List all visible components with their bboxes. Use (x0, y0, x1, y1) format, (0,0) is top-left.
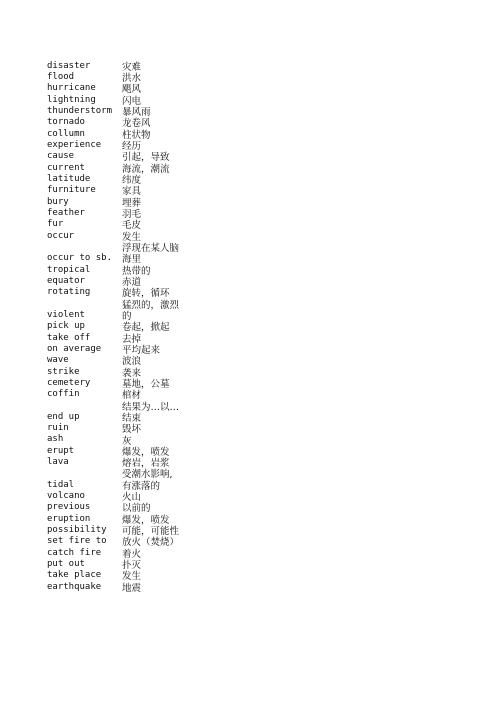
english-word: latitude (47, 173, 91, 184)
english-word: previous (47, 502, 91, 513)
chinese-meaning: 海里 (122, 254, 142, 266)
vocab-row (47, 71, 247, 82)
chinese-meaning: 柱状物 (122, 129, 151, 141)
chinese-meaning: 旋转，循环 (122, 288, 170, 300)
english-word: on average (47, 343, 102, 354)
english-word: bury (47, 196, 69, 207)
chinese-meaning: 地震 (122, 582, 142, 594)
chinese-meaning: 的 (122, 310, 132, 322)
chinese-meaning: 纬度 (122, 174, 142, 186)
english-word: cause (47, 151, 75, 162)
chinese-meaning: 引起，导致 (122, 152, 170, 164)
english-word: coffin (47, 389, 80, 400)
vocab-row (47, 343, 247, 354)
chinese-meaning: 猛烈的，激烈 (122, 299, 180, 311)
chinese-meaning: 以前的 (122, 503, 151, 515)
english-word: eruption (47, 513, 91, 524)
chinese-meaning: 闪电 (122, 95, 142, 107)
english-word: erupt (47, 445, 75, 456)
chinese-meaning: 发生 (122, 231, 142, 243)
english-word: equator (47, 275, 85, 286)
chinese-meaning: 结束 (122, 412, 142, 424)
english-word: collumn (47, 128, 85, 139)
vocab-row (47, 60, 247, 71)
chinese-meaning: 可能，可能性 (122, 526, 180, 538)
english-word: put out (47, 559, 85, 570)
vocab-row (47, 411, 247, 422)
chinese-meaning: 龙卷风 (122, 118, 151, 130)
vocab-row (47, 207, 247, 218)
english-word: hurricane (47, 83, 96, 94)
chinese-meaning: 发生 (122, 571, 142, 583)
chinese-meaning: 暴风雨 (122, 106, 151, 118)
english-word: rotating (47, 287, 91, 298)
english-word: tornado (47, 117, 85, 128)
vocab-row (47, 570, 247, 581)
english-word: end up (47, 411, 80, 422)
english-word: tidal (47, 479, 75, 490)
english-word: disaster (47, 60, 91, 71)
chinese-meaning: 熔岩，岩浆 (122, 458, 170, 470)
chinese-meaning: 受潮水影响, (122, 469, 173, 481)
chinese-meaning: 波浪 (122, 356, 142, 368)
chinese-meaning: 着火 (122, 548, 142, 560)
vocab-row (47, 479, 247, 490)
vocab-row (47, 128, 247, 139)
english-word: lightning (47, 94, 96, 105)
vocab-row (47, 423, 247, 434)
chinese-meaning: 家具 (122, 186, 142, 198)
chinese-meaning: 扑灭 (122, 560, 142, 572)
vocab-row (47, 241, 247, 252)
chinese-meaning: 灰 (122, 435, 132, 447)
vocab-row (47, 162, 247, 173)
chinese-meaning: 去掉 (122, 333, 142, 345)
english-word: cemetery (47, 377, 91, 388)
vocab-row (47, 355, 247, 366)
english-word: lava (47, 457, 69, 468)
chinese-meaning: 毛皮 (122, 220, 142, 232)
english-word: occur to sb. (47, 253, 113, 264)
vocab-row (47, 547, 247, 558)
chinese-meaning: 平均起来 (122, 344, 161, 356)
vocab-row (47, 83, 247, 94)
chinese-meaning: 棺材 (122, 390, 142, 402)
chinese-meaning: 海流，潮流 (122, 163, 170, 175)
chinese-meaning: 毁坏 (122, 424, 142, 436)
chinese-meaning: 爆发，喷发 (122, 514, 170, 526)
chinese-meaning: 赤道 (122, 276, 142, 288)
chinese-meaning: 浮现在某人脑 (122, 242, 180, 254)
vocab-row (47, 185, 247, 196)
vocab-row (47, 264, 247, 275)
english-word: earthquake (47, 581, 102, 592)
chinese-meaning: 埋葬 (122, 197, 142, 209)
chinese-meaning: 热带的 (122, 265, 151, 277)
english-word: furniture (47, 185, 96, 196)
english-word: ruin (47, 423, 69, 434)
chinese-meaning: 羽毛 (122, 208, 142, 220)
chinese-meaning: 灾难 (122, 61, 142, 73)
chinese-meaning: 经历 (122, 140, 142, 152)
vocabulary-list (47, 60, 247, 592)
chinese-meaning: 袭来 (122, 367, 142, 379)
vocab-row (47, 536, 247, 547)
english-word: violent (47, 309, 85, 320)
chinese-meaning: 墓地，公墓 (122, 378, 170, 390)
english-word: wave (47, 355, 69, 366)
vocab-row (47, 400, 247, 411)
chinese-meaning: 结果为…以… (122, 401, 180, 413)
english-word: strike (47, 366, 80, 377)
english-word: fur (47, 219, 64, 230)
english-word: experience (47, 139, 102, 150)
chinese-meaning: 火山 (122, 492, 142, 504)
vocab-row (47, 558, 247, 572)
chinese-meaning: 爆发，喷发 (122, 446, 170, 458)
english-word: set fire to (47, 536, 107, 547)
english-word: current (47, 162, 85, 173)
vocab-row (47, 298, 247, 309)
vocab-row (47, 581, 247, 592)
english-word: feather (47, 207, 85, 218)
english-word: take off (47, 332, 91, 343)
english-word: volcano (47, 491, 85, 502)
english-word: tropical (47, 264, 91, 275)
english-word: occur (47, 230, 75, 241)
chinese-meaning: 有涨落的 (122, 480, 161, 492)
english-word: ash (47, 434, 64, 445)
vocab-row (47, 173, 247, 184)
vocab-row (47, 219, 247, 230)
english-word: possibility (47, 525, 107, 536)
english-word: catch fire (47, 547, 102, 558)
chinese-meaning: 卷起，掀起 (122, 322, 170, 334)
vocab-row (47, 377, 247, 388)
english-word: take place (47, 570, 102, 581)
english-word: pick up (47, 321, 85, 332)
chinese-meaning: 飓风 (122, 84, 142, 96)
vocab-row (47, 321, 247, 332)
chinese-meaning: 洪水 (122, 73, 142, 84)
english-word: flood (47, 71, 75, 82)
chinese-meaning: 放火（焚烧） (122, 537, 180, 549)
english-word: thunderstorm (47, 105, 113, 116)
vocab-row (47, 196, 247, 207)
